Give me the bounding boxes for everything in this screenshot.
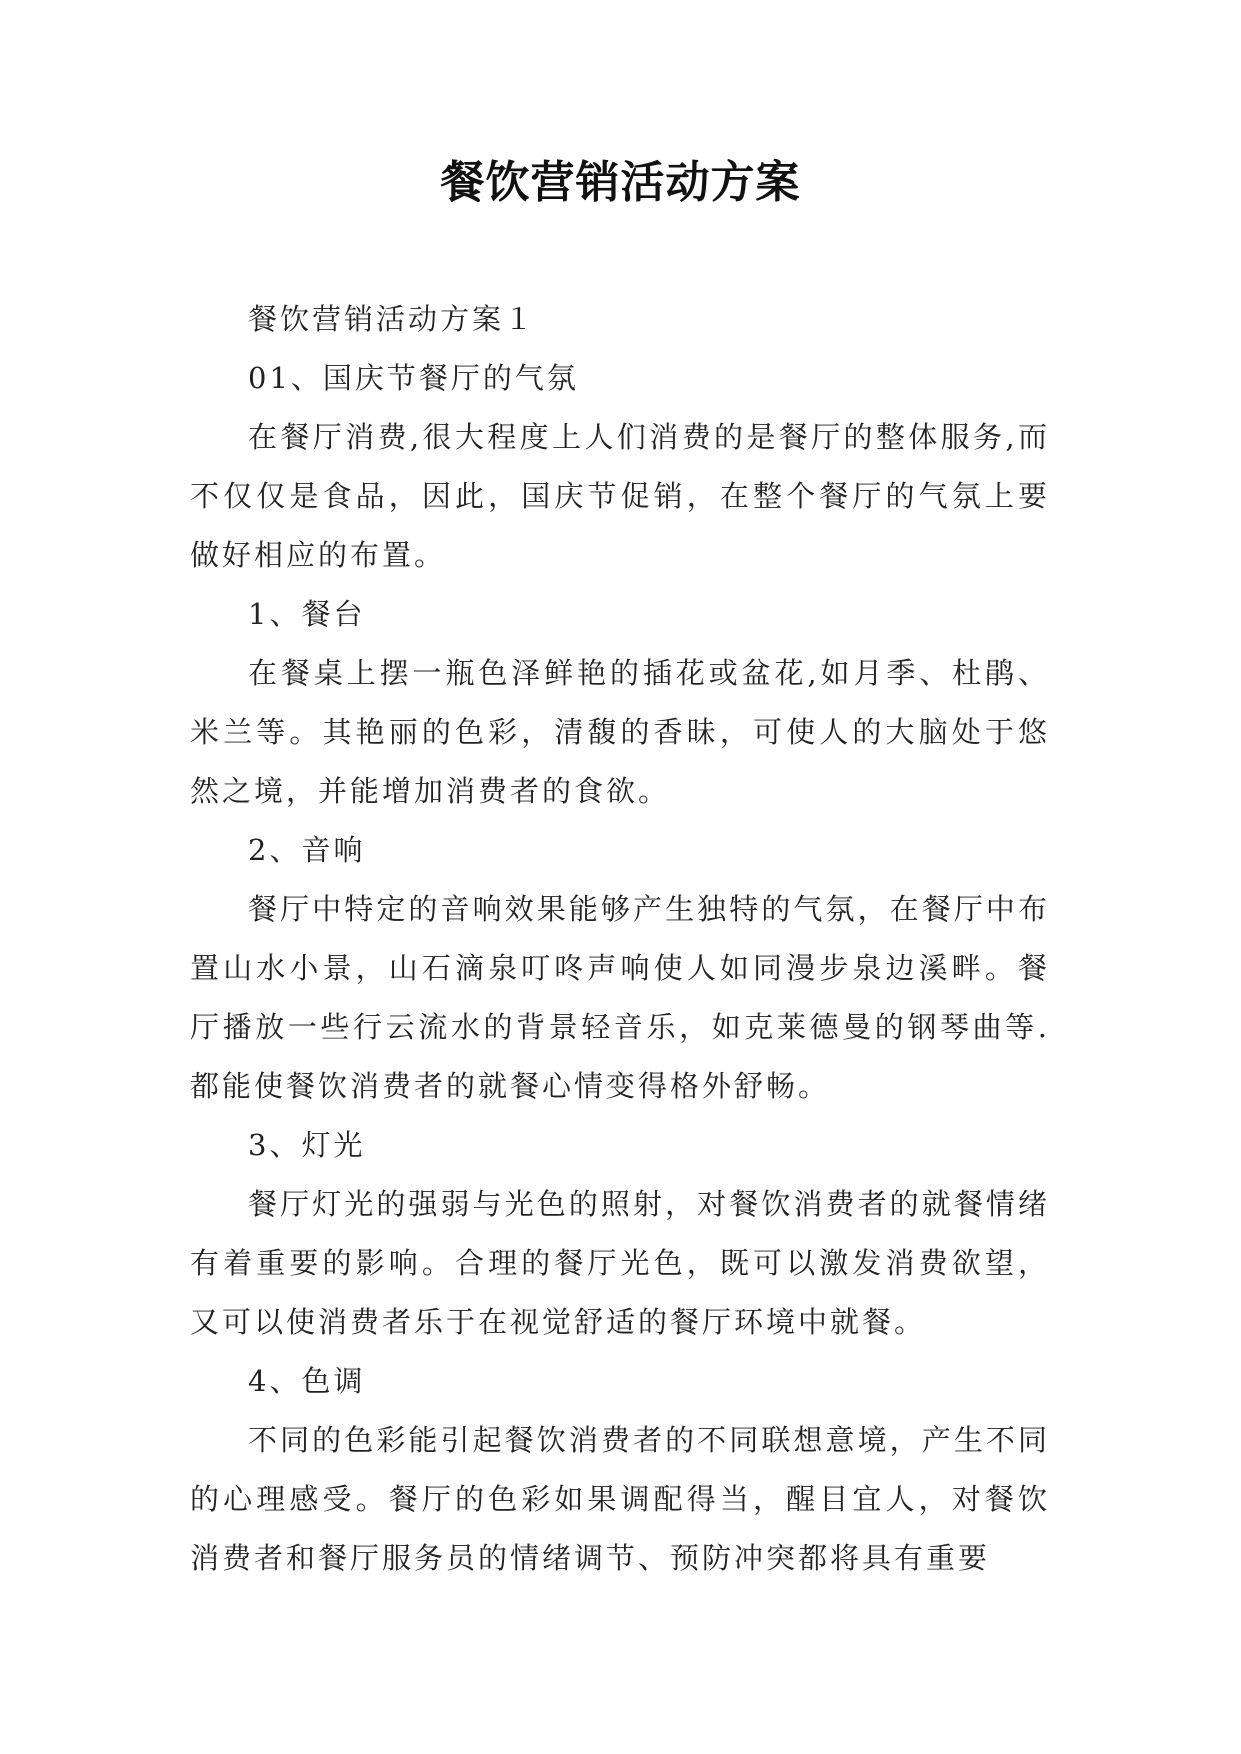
body-paragraph: 餐厅中特定的音响效果能够产生独特的气氛，在餐厅中布置山水小景，山石滴泉叮咚声响使人如同漫步泉边溪畔。餐厅播放一些行云流水的背景轻音乐，如克莱德曼的钢琴曲等.都能使餐饮消费者的就餐心情变得格外舒畅。 xyxy=(190,892,1050,1103)
body-paragraph: 不同的色彩能引起餐饮消费者的不同联想意境，产生不同的心理感受。餐厅的色彩如果调配得当，醒目宜人，对餐饮消费者和餐厅服务员的情绪调节、预防冲突都将具有重要 xyxy=(190,1423,1050,1575)
body-paragraph: 餐厅灯光的强弱与光色的照射，对餐饮消费者的就餐情绪有着重要的影响。合理的餐厅光色，既可以激发消费欲望，又可以使消费者乐于在视觉舒适的餐厅环境中就餐。 xyxy=(190,1187,1050,1339)
section-heading: 餐饮营销活动方案１ xyxy=(248,302,537,336)
body-paragraph: 在餐厅消费,很大程度上人们消费的是餐厅的整体服务,而不仅仅是食品，因此，国庆节促销，在整个餐厅的气氛上要做好相应的布置。 xyxy=(190,420,1050,572)
item-heading: 3、灯光 xyxy=(248,1128,366,1162)
item-heading: 2、音响 xyxy=(248,833,366,867)
document-body xyxy=(190,290,1050,1588)
item-heading: 1、餐台 xyxy=(248,597,366,631)
item-heading: 4、色调 xyxy=(248,1364,366,1398)
document-title: 餐饮营销活动方案 xyxy=(440,157,801,208)
body-paragraph: 在餐桌上摆一瓶色泽鲜艳的插花或盆花,如月季、杜鹃、米兰等。其艳丽的色彩，清馥的香昧，可使人的大脑处于悠然之境，并能增加消费者的食欲。 xyxy=(190,656,1050,808)
subsection-heading: 01、国庆节餐厅的气氛 xyxy=(248,361,579,395)
